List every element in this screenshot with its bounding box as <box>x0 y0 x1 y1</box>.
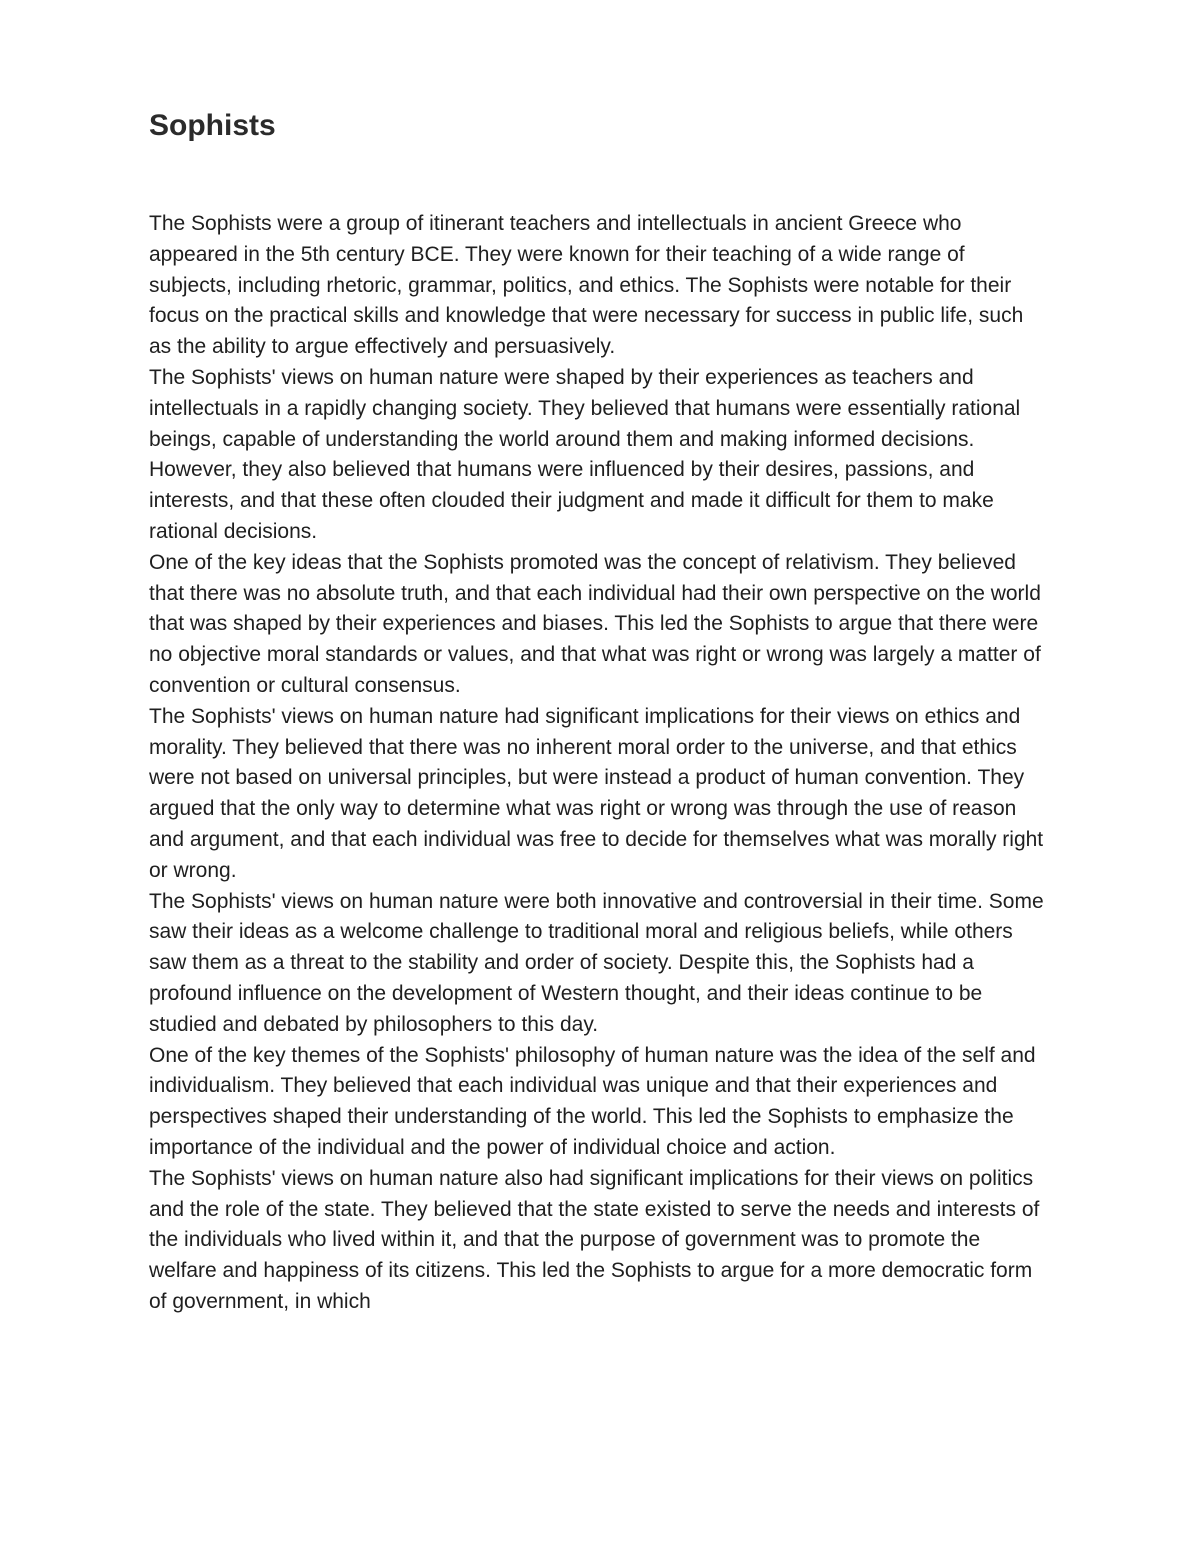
document-body <box>149 209 1049 1318</box>
paragraph-2: The Sophists' views on human nature were shaped by their experiences as teachers and intellectuals in a rapidly changing society. They believed that humans were essentially rational beings, capable of understanding the world around them and making informed decisions. However, they also believed that humans were influenced by their desires, passions, and interests, and that these often clouded their judgment and made it difficult for them to make rational decisions. <box>149 365 1021 543</box>
paragraph-1: The Sophists were a group of itinerant teachers and intellectuals in ancient Greece who appeared in the 5th century BCE. They were known for their teaching of a wide range of subjects, including rhetoric, grammar, politics, and ethics. The Sophists were notable for their focus on the practical skills and knowledge that were necessary for success in public life, such as the ability to argue effectively and persuasively. <box>149 212 1024 359</box>
paragraph-6: One of the key themes of the Sophists' philosophy of human nature was the idea of the self and individualism. They believed that each individual was unique and that their experiences and perspectives shaped their understanding of the world. This led the Sophists to emphasize the importance of the individual and the power of individual choice and action. <box>149 1043 1036 1159</box>
paragraph-3: One of the key ideas that the Sophists promoted was the concept of relativism. They believed that there was no absolute truth, and that each individual had their own perspective on the world that was shaped by their experiences and biases. This led the Sophists to argue that there were no objective moral standards or values, and that what was right or wrong was largely a matter of convention or cultural consensus. <box>149 550 1041 697</box>
document-page <box>149 104 1049 1318</box>
paragraph-7: The Sophists' views on human nature also had significant implications for their views on politics and the role of the state. They believed that the state existed to serve the needs and interests of the individuals who lived within it, and that the purpose of government was to promote the welfare and happiness of its citizens. This led the Sophists to argue for a more democratic form of government, in which <box>149 1166 1040 1313</box>
document-title: Sophists <box>149 109 276 142</box>
paragraph-5: The Sophists' views on human nature were both innovative and controversial in their time. Some saw their ideas as a welcome challenge to traditional moral and religious beliefs, while others saw them as a threat to the stability and order of society. Despite this, the Sophists had a profound influence on the development of Western thought, and their ideas continue to be studied and debated by philosophers to this day. <box>149 889 1044 1036</box>
paragraph-4: The Sophists' views on human nature had significant implications for their views on ethics and morality. They believed that there was no inherent moral order to the universe, and that ethics were not based on universal principles, but were instead a product of human convention. They argued that the only way to determine what was right or wrong was through the use of reason and argument, and that each individual was free to decide for themselves what was morally right or wrong. <box>149 704 1044 882</box>
